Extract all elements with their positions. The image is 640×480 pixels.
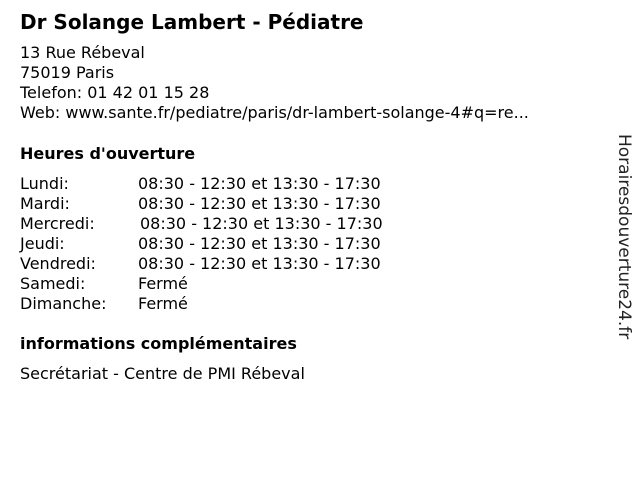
day-label: Vendredi: [20,254,96,273]
day-label: Samedi: [20,274,86,293]
phone-number: Telefon: 01 42 01 15 28 [20,83,210,102]
city-postcode: 75019 Paris [20,63,115,82]
day-hours: 08:30 - 12:30 et 13:30 - 17:30 [138,194,381,213]
day-label: Mardi: [20,194,70,213]
additional-info-text: Secrétariat - Centre de PMI Rébeval [20,364,305,383]
site-watermark: Horairesdouverture24.fr [614,134,634,340]
additional-info-heading: informations complémentaires [20,334,297,353]
day-hours: 08:30 - 12:30 et 13:30 - 17:30 [138,174,381,193]
street-address: 13 Rue Rébeval [20,43,145,62]
day-label: Dimanche: [20,294,107,313]
day-hours: Fermé [138,274,188,293]
day-label: Mercredi: [20,214,95,233]
day-label: Lundi: [20,174,69,193]
day-label: Jeudi: [20,234,65,253]
address-block [20,43,529,123]
day-hours: 08:30 - 12:30 et 13:30 - 17:30 [140,214,383,233]
website-link[interactable]: Web: www.sante.fr/pediatre/paris/dr-lambert-solange-4#q=re... [20,103,529,122]
day-hours: 08:30 - 12:30 et 13:30 - 17:30 [138,254,381,273]
page-title: Dr Solange Lambert - Pédiatre [20,10,364,34]
opening-hours-heading: Heures d'ouverture [20,144,196,163]
day-hours: 08:30 - 12:30 et 13:30 - 17:30 [138,234,381,253]
day-hours: Fermé [138,294,188,313]
